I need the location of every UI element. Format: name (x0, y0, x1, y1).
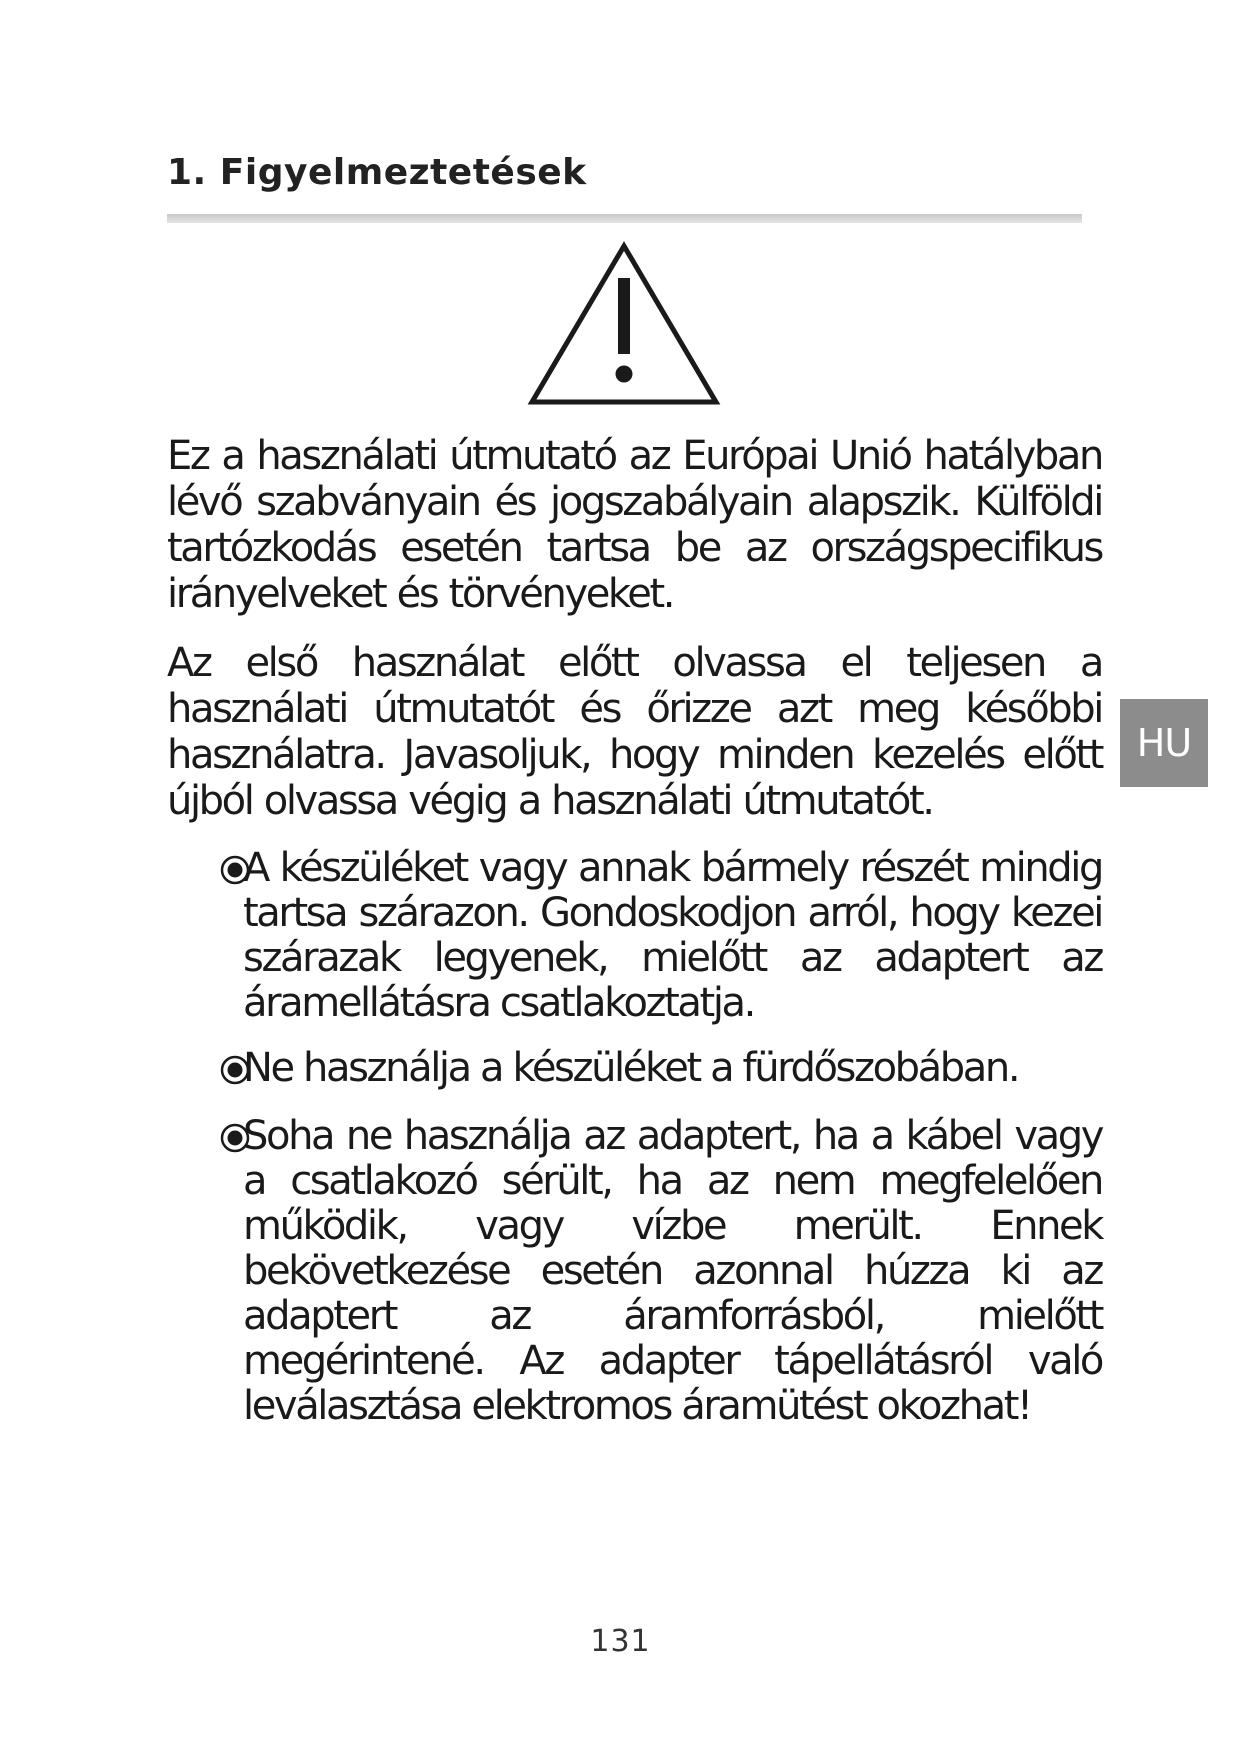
warning-bullet-item (243, 1114, 1102, 1429)
bullet-text: A készüléket vagy annak bármely részét mindig tartsa szárazon. Gondoskodjon arról, hogy kezei szárazak legyenek, mielőtt az adaptert az áramellátásra csatlakoztatja. (243, 845, 1102, 1026)
page-number: 131 (590, 1624, 651, 1659)
heading-divider (167, 214, 1082, 223)
section-number: 1. (167, 152, 207, 193)
language-tab: HU (1120, 699, 1208, 787)
read-first-paragraph: Az első használat előtt olvassa el teljesen a használati útmutatót és őrizze azt meg későbbi használatra. Javasoljuk, hogy minden kezelés előtt újból olvassa végig a használati útmutatót. (167, 640, 1102, 824)
warning-triangle-icon (526, 240, 722, 408)
section-heading (167, 152, 587, 193)
section-title: Figyelmeztetések (219, 152, 587, 193)
radio-bullet-icon (220, 1123, 250, 1153)
bullet-text: Soha ne használja az adaptert, ha a kábel vagy a csatlakozó sérült, ha az nem megfelelően működik, vagy vízbe merült. Ennek bekövetkezése esetén azonnal húzza ki az adaptert az áramforrásból, mielőtt megérintené. Az adapter tápellátásról való leválasztása elektromos áramütést okozhat! (243, 1113, 1102, 1429)
warning-bullet-item (243, 1046, 1102, 1091)
bullet-text: Ne használja a készüléket a fürdőszobában. (243, 1045, 1019, 1091)
warning-bullet-item (243, 846, 1102, 1026)
radio-bullet-icon (220, 855, 250, 885)
radio-bullet-icon (220, 1055, 250, 1085)
intro-paragraph: Ez a használati útmutató az Európai Unió hatályban lévő szabványain és jogszabályain alapszik. Külföldi tartózkodás esetén tartsa be az országspecifikus irányelveket és törvényeket. (167, 433, 1102, 617)
